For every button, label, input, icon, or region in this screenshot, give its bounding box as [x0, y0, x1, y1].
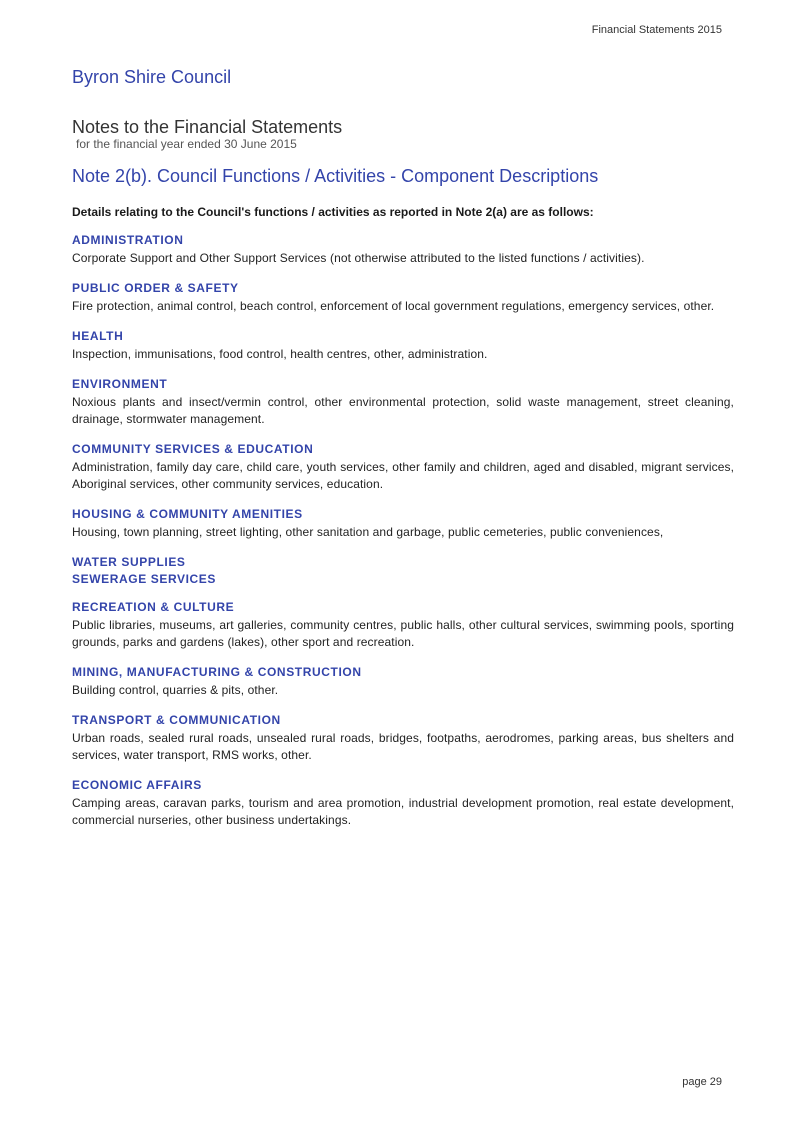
running-header: Financial Statements 2015: [591, 24, 722, 36]
section-health: [72, 329, 734, 363]
section-heading: HOUSING & COMMUNITY AMENITIES: [72, 507, 303, 521]
section-water-supplies: [72, 555, 734, 569]
section-heading: ADMINISTRATION: [72, 233, 184, 247]
document-body: [72, 66, 734, 829]
section-description: Corporate Support and Other Support Services (not otherwise attributed to the listed functions / activities).: [72, 251, 645, 265]
intro-text: Details relating to the Council's functions / activities as reported in Note 2(a) are as follows:: [72, 205, 594, 219]
section-description: Inspection, immunisations, food control, health centres, other, administration.: [72, 347, 488, 361]
section-community-services-education: [72, 442, 734, 493]
section-description: Public libraries, museums, art galleries, community centres, public halls, other cultural services, swimming pools, sporting grounds, parks and gardens (lakes), other sport and recreation.: [72, 618, 734, 649]
section-recreation-culture: [72, 600, 734, 651]
notes-title: Notes to the Financial Statements: [72, 117, 343, 137]
section-heading: PUBLIC ORDER & SAFETY: [72, 281, 239, 295]
section-heading: SEWERAGE SERVICES: [72, 572, 217, 586]
section-transport-communication: [72, 713, 734, 764]
section-description: Administration, family day care, child care, youth services, other family and children, aged and disabled, migrant services, Aboriginal services, other community services, education.: [72, 460, 734, 491]
section-description: Camping areas, caravan parks, tourism and area promotion, industrial development promotion, real estate development, commercial nurseries, other business undertakings.: [72, 796, 734, 827]
note-title: Note 2(b). Council Functions / Activities - Component Descriptions: [72, 166, 599, 186]
section-housing-community-amenities: [72, 507, 734, 541]
section-heading: ENVIRONMENT: [72, 377, 168, 391]
section-description: Building control, quarries & pits, other.: [72, 683, 279, 697]
section-economic-affairs: [72, 778, 734, 829]
section-heading: RECREATION & CULTURE: [72, 600, 235, 614]
section-heading: HEALTH: [72, 329, 124, 343]
section-mining-manufacturing-construction: [72, 665, 734, 699]
section-heading: WATER SUPPLIES: [72, 555, 186, 569]
section-heading: MINING, MANUFACTURING & CONSTRUCTION: [72, 665, 362, 679]
section-administration: [72, 233, 734, 267]
page-number: page 29: [682, 1076, 722, 1088]
section-heading: COMMUNITY SERVICES & EDUCATION: [72, 442, 314, 456]
section-description: Fire protection, animal control, beach control, enforcement of local government regulations, emergency services, other.: [72, 299, 715, 313]
section-environment: [72, 377, 734, 428]
section-description: Housing, town planning, street lighting, other sanitation and garbage, public cemeteries, public conveniences,: [72, 525, 664, 539]
section-description: Noxious plants and insect/vermin control, other environmental protection, solid waste management, street cleaning, drainage, stormwater management.: [72, 395, 734, 426]
section-heading: ECONOMIC AFFAIRS: [72, 778, 202, 792]
notes-subtitle: for the financial year ended 30 June 2015: [76, 137, 297, 151]
section-heading: TRANSPORT & COMMUNICATION: [72, 713, 281, 727]
section-sewerage-services: [72, 572, 734, 586]
section-public-order-safety: [72, 281, 734, 315]
council-name: Byron Shire Council: [72, 67, 232, 87]
section-description: Urban roads, sealed rural roads, unsealed rural roads, bridges, footpaths, aerodromes, parking areas, bus shelters and services, water transport, RMS works, other.: [72, 731, 734, 762]
